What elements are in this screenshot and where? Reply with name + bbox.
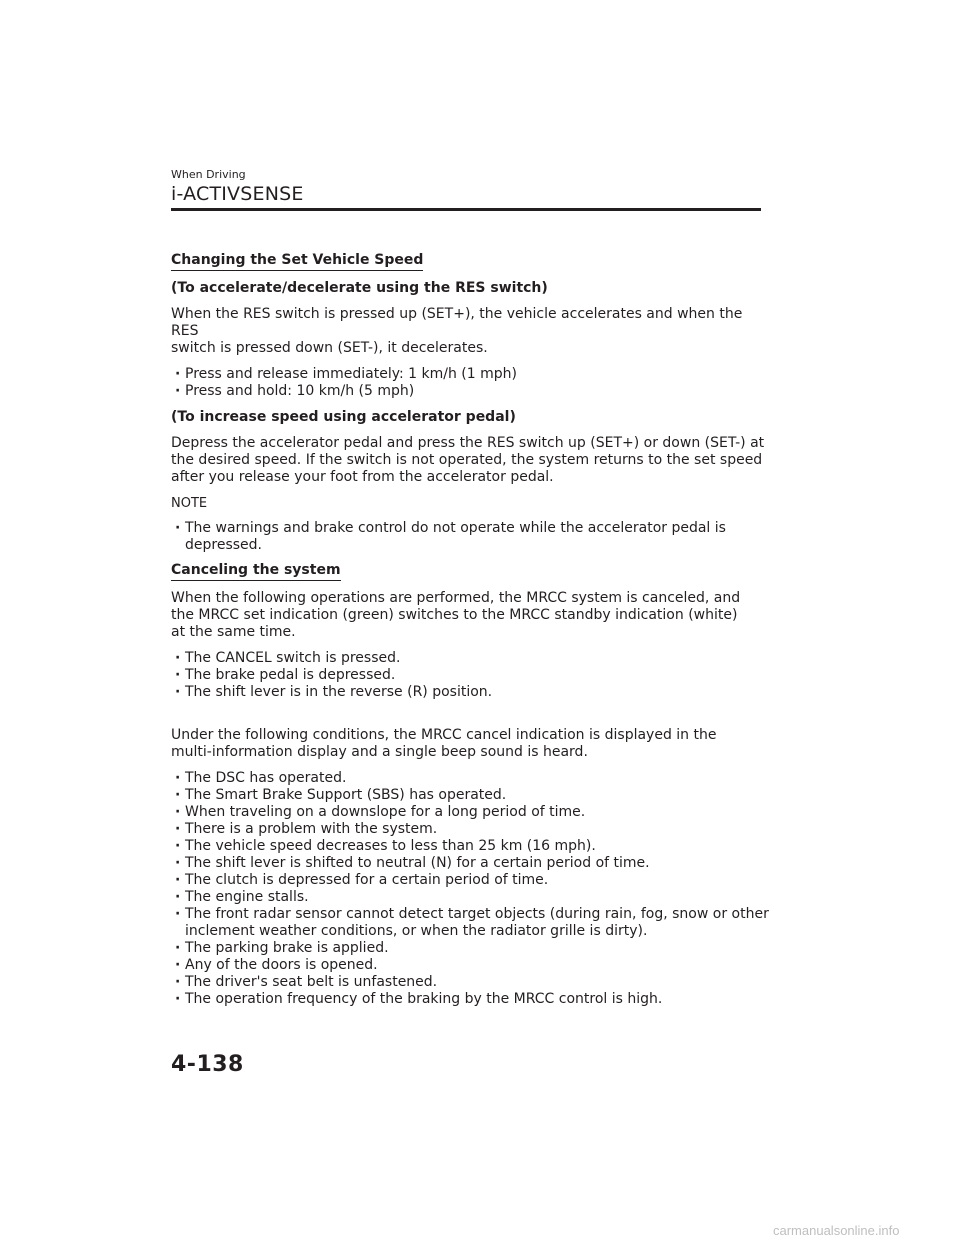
list-item: · The parking brake is applied. [171,940,771,957]
list-item: · Press and hold: 10 km/h (5 mph) [171,383,771,400]
list-item: · The front radar sensor cannot detect target objects (during rain, fog, snow or other inclement weather conditions, or when the radiator grille is dirty). [171,906,771,940]
list-item: · The engine stalls. [171,889,771,906]
header-rule [171,208,761,211]
page-number: 4-138 [171,1052,244,1077]
list-item: · The warnings and brake control do not operate while the accelerator pedal is depressed. [171,520,771,554]
list-item: · The Smart Brake Support (SBS) has operated. [171,787,771,804]
list-item: · The brake pedal is depressed. [171,667,771,684]
res-switch-bullet-list [171,366,771,400]
list-item: · The clutch is depressed for a certain period of time. [171,872,771,889]
list-item: · The vehicle speed decreases to less than 25 km (16 mph). [171,838,771,855]
section-label: When Driving [171,168,246,181]
list-item: · The shift lever is in the reverse (R) position. [171,684,771,701]
list-item: · There is a problem with the system. [171,821,771,838]
page-header [171,168,761,206]
accelerator-subheading: (To increase speed using accelerator pedal) [171,409,516,425]
watermark[interactable]: carmanualsonline.info [773,1223,900,1238]
cancel-conditions-list [171,770,771,1008]
page-content [171,252,771,1008]
res-switch-paragraph: When the RES switch is pressed up (SET+), the vehicle accelerates and when the RES switch is pressed down (SET-), it decelerates. [171,306,743,356]
list-item: · The shift lever is shifted to neutral (N) for a certain period of time. [171,855,771,872]
cancel-operations-list [171,650,771,701]
accelerator-paragraph: Depress the accelerator pedal and press the RES switch up (SET+) or down (SET-) at the desired speed. If the switch is not operated, the system returns to the set speed after you release your foot from the accelerator pedal. [171,435,765,485]
list-item: · The operation frequency of the braking by the MRCC control is high. [171,991,771,1008]
list-item: · When traveling on a downslope for a long period of time. [171,804,771,821]
cancel-conditions-paragraph: Under the following conditions, the MRCC cancel indication is displayed in the multi-information display and a single beep sound is heard. [171,727,717,760]
changing-speed-section [171,252,771,554]
canceling-section [171,562,771,1008]
list-item: · The CANCEL switch is pressed. [171,650,771,667]
changing-speed-heading: Changing the Set Vehicle Speed [171,252,423,271]
list-item: · The driver's seat belt is unfastened. [171,974,771,991]
note-label: NOTE [171,496,208,511]
chapter-title: i-ACTIVSENSE [171,183,304,205]
list-item: · Any of the doors is opened. [171,957,771,974]
canceling-heading: Canceling the system [171,562,341,581]
canceling-paragraph: When the following operations are performed, the MRCC system is canceled, and the MRCC set indication (green) switches to the MRCC standby indication (white) at the same time. [171,590,741,640]
list-item: · Press and release immediately: 1 km/h (1 mph) [171,366,771,383]
res-switch-subheading: (To accelerate/decelerate using the RES switch) [171,280,548,296]
note-bullet-list [171,520,771,554]
list-item: · The DSC has operated. [171,770,771,787]
